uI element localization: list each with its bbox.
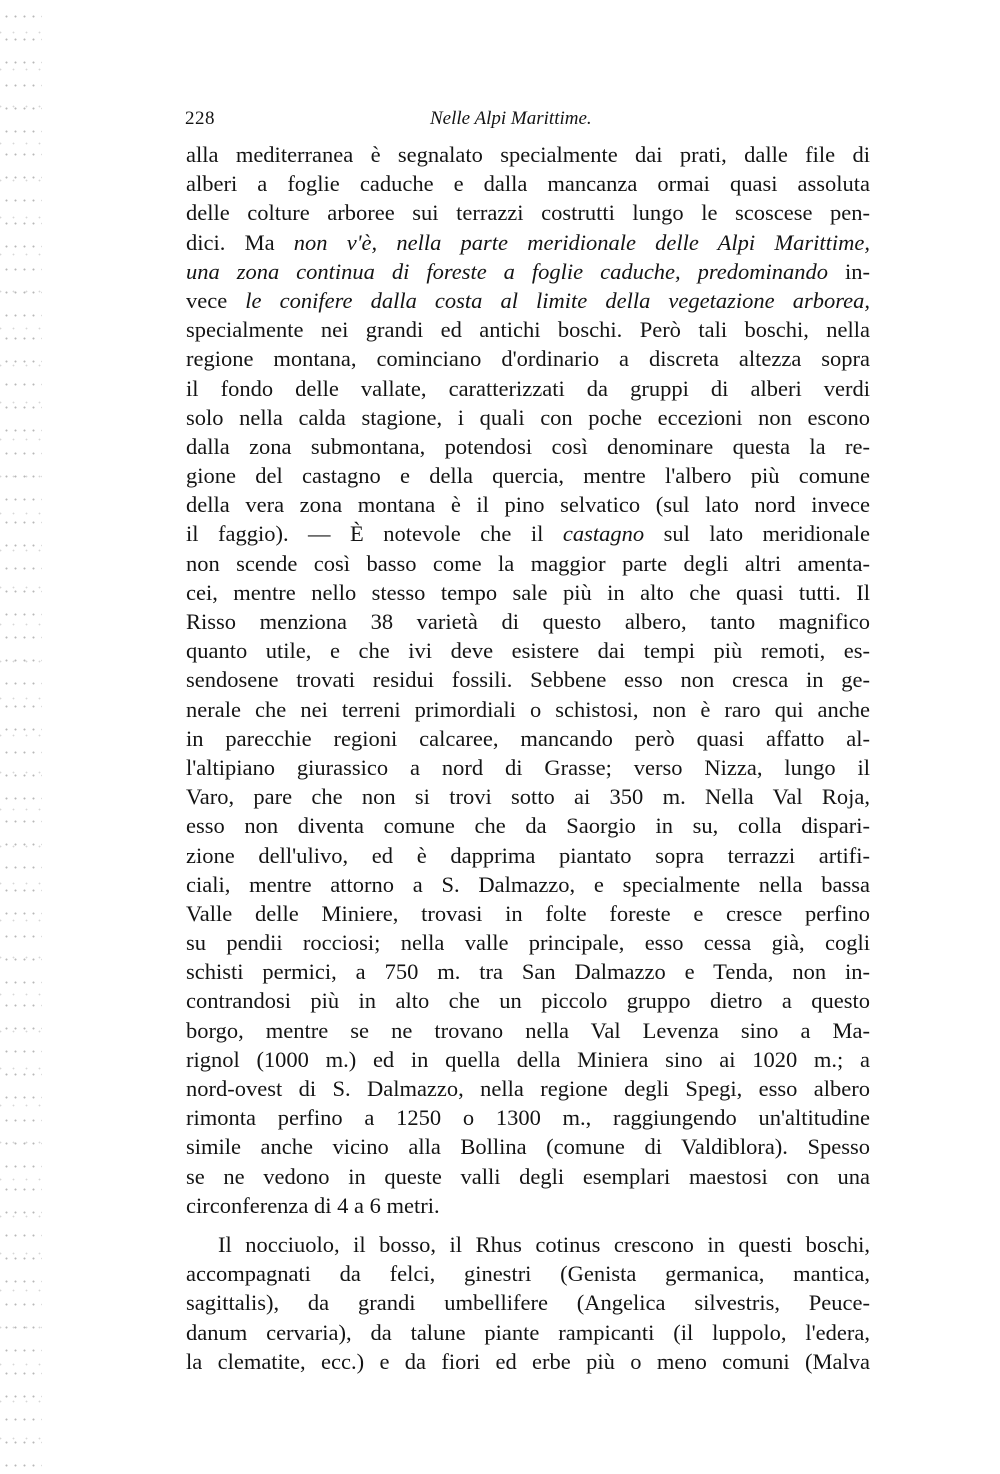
page-number: 228 — [185, 108, 215, 129]
paragraph-gap — [186, 1220, 870, 1230]
text-segment: dici. Ma — [186, 229, 294, 255]
text-segment: sul lato meridionale — [644, 521, 870, 547]
text-line: su pendii rocciosi; nella valle principale, esso cessa già, cogli — [186, 930, 870, 956]
text-line — [186, 257, 870, 286]
text-line: Varo, pare che non si trovi sotto ai 350 m. Nella Val Roja, — [186, 784, 870, 810]
text-segment: in- — [828, 258, 870, 284]
text-line: Risso menziona 38 varietà di questo albero, tanto magnifico — [186, 609, 870, 634]
text-line: simile anche vicino alla Bollina (comune di Valdiblora). Spesso — [186, 1134, 870, 1160]
text-line: contrandosi più in alto che un piccolo gruppo dietro a questo — [186, 988, 870, 1014]
text-line: cei, mentre nello stesso tempo sale più in alto che quasi tutti. Il — [186, 579, 870, 605]
text-segment: il faggio). — È notevole che il — [186, 521, 563, 547]
text-line: la clematite, ecc.) e da fiori ed erbe più o meno comuni (Malva — [186, 1348, 870, 1374]
text-line: l'altipiano giurassico a nord di Grasse; verso Nizza, lungo il — [186, 754, 870, 780]
text-line: nerale che nei terreni primordiali o schistosi, non è raro qui anche — [186, 696, 870, 722]
text-line: quanto utile, e che ivi deve esistere dai tempi più remoti, es- — [186, 638, 870, 664]
text-line — [186, 519, 870, 548]
italic-segment: le conifere dalla costa al limite della vegetazione arborea, — [245, 287, 870, 313]
running-head — [185, 108, 870, 138]
text-line: regione montana, cominciano d'ordinario a discreta altezza sopra — [186, 346, 870, 372]
text-line: Il nocciuolo, il bosso, il Rhus cotinus crescono in questi boschi, — [218, 1231, 870, 1257]
text-line: specialmente nei grandi ed antichi boschi. Però tali boschi, nella — [186, 317, 870, 343]
text-line: il fondo delle vallate, caratterizzati da gruppi di alberi verdi — [186, 375, 870, 401]
running-title: Nelle Alpi Marittime. — [430, 108, 592, 129]
body-text — [186, 140, 870, 1376]
text-line: dalla zona submontana, potendosi così denominare questa la re- — [186, 433, 870, 459]
text-line: schisti permici, a 750 m. tra San Dalmazzo e Tenda, non in- — [186, 959, 870, 985]
text-line: gione del castagno e della quercia, mentre l'albero più comune — [186, 463, 870, 489]
text-line: ciali, mentre attorno a S. Dalmazzo, e specialmente nella bassa — [186, 871, 870, 897]
text-line: se ne vedono in queste valli degli esemplari maestosi con una — [186, 1163, 870, 1189]
text-line: sagittalis), da grandi umbellifere (Angelica silvestris, Peuce- — [186, 1290, 870, 1316]
text-line: danum cervaria), da talune piante rampicanti (il luppolo, l'edera, — [186, 1319, 870, 1345]
text-line: borgo, mentre se ne trovano nella Val Levenza sino a Ma- — [186, 1017, 870, 1043]
text-line: zione dell'ulivo, ed è dapprima piantato sopra terrazzi artifi- — [186, 842, 870, 868]
text-line: sendosene trovati residui fossili. Sebbene esso non cresca in ge- — [186, 667, 870, 693]
italic-segment: una zona continua di foreste a foglie caduche, predominando — [186, 258, 829, 284]
text-line: in parecchie regioni calcaree, mancando però quasi affatto al- — [186, 725, 870, 751]
text-line: non scende così basso come la maggior parte degli altri amenta- — [186, 550, 870, 576]
text-line: accompagnati da felci, ginestri (Genista germanica, mantica, — [186, 1261, 870, 1287]
italic-segment: non v'è, nella parte meridionale delle Alpi Marittime, — [293, 229, 870, 255]
text-line: Valle delle Miniere, trovasi in folte foreste e cresce perfino — [186, 900, 870, 926]
text-line — [186, 228, 870, 257]
text-line: della vera zona montana è il pino selvatico (sul lato nord invece — [186, 492, 870, 518]
text-line: esso non diventa comune che da Saorgio in su, colla dispari- — [186, 813, 870, 839]
text-line: alberi a foglie caduche e dalla mancanza ormai quasi assoluta — [186, 171, 870, 197]
text-line: solo nella calda stagione, i quali con poche eccezioni non escono — [186, 404, 870, 430]
text-line: rimonta perfino a 1250 o 1300 m., raggiungendo un'altitudine — [186, 1105, 870, 1131]
text-line: delle colture arboree sui terrazzi costrutti lungo le scoscese pen- — [186, 200, 870, 226]
italic-segment: castagno — [562, 521, 645, 547]
text-line: nord-ovest di S. Dalmazzo, nella regione degli Spegi, esso albero — [186, 1076, 870, 1101]
text-line: rignol (1000 m.) ed in quella della Miniera sino ai 1020 m.; a — [186, 1046, 870, 1072]
scan-edge-speckle — [0, 0, 42, 1474]
text-line: alla mediterranea è segnalato specialmente dai prati, dalle file di — [186, 142, 870, 167]
text-segment: vece — [186, 287, 246, 313]
text-line: circonferenza di 4 a 6 metri. — [186, 1192, 440, 1218]
text-line — [186, 286, 870, 315]
